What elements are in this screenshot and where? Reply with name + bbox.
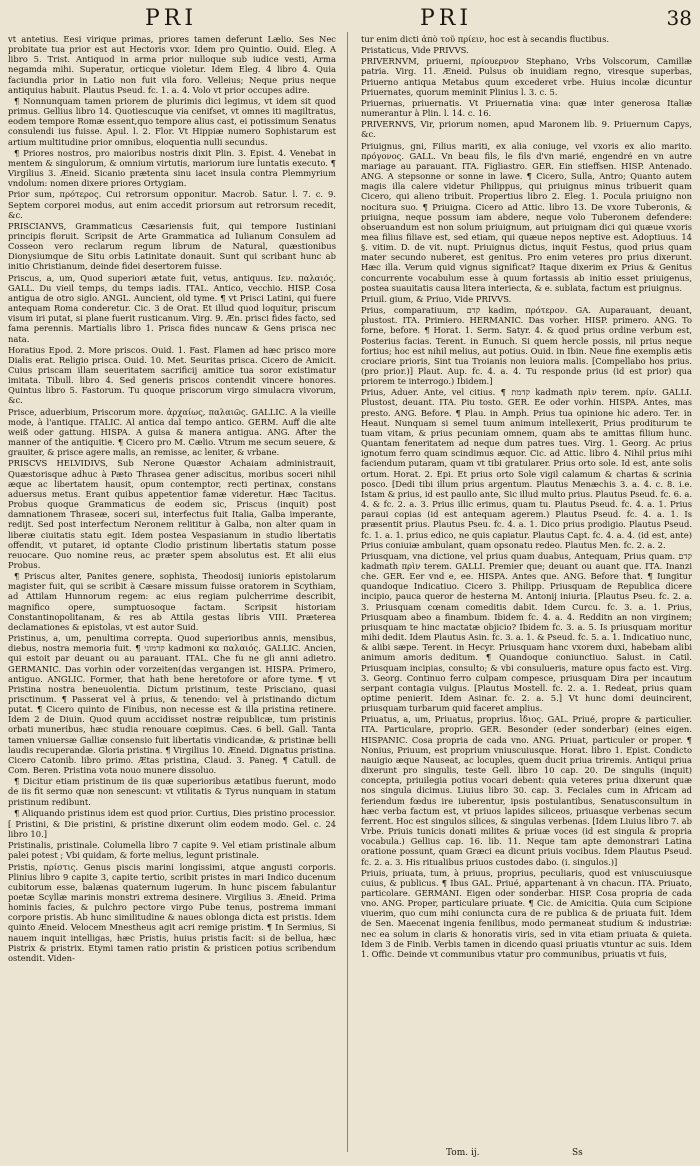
right-column [361, 34, 692, 1146]
dictionary-entry: PRIVERNVM, priuerni, πρίουερνον Stephano, Vrbs Volscorum, Camillæ patria. Virg. 11. Æneid. Pulsus ob inuidiam regno, viresque superbas, Priuerno antiqua Metabus quum excederet vrbe. Huius incolæ dicuntur Priuernates, quorum meminit Plinius l. 3. c. 5. [361, 56, 692, 97]
running-head-right: PRI [420, 6, 473, 31]
dictionary-entry: Priusquam, vna dictione, vel prius quam duabus, Antequam, Prius quam. קדם kadmath πρὶν terem. GALLI. Premier que; deuant ou auant que. ITA. Inanzi che. GER. Eer vnd e, ee. HISPA. Antes que. ANG. Before that. ¶ Iungitur quandoque Indicatiuo. Cicero 3. Philipp. Priusquam de Republica dicere incipio, pauca queror de hesterna M. Antonij iniuria. [Plautus Pseu. fc. 2. a. 3. Priusquam cœnam comeditis dabit. Idem Curcu. fc. 3. a. 1. Prius, Priusquam abeo a finambum. Ibidem fc. 4. a. 4. Redditn an non virginem; priusquam te hinc mactatæ objicio? Ibidem fc. 3. a. 5. Is priusquam moritur mihi dedit. Idem Plautus Asin. fc. 3. a. 1. & Pseud. fc. 5. a. 1. Indicatiuo nunc, & alibi sæpe. Terent. in Hecyr. Priusquam hanc vxorem duxi, habebam alibi animum amoris deditum. ¶ Quandoque coniunctiuo. Salust. in Catil. Priusquam incipias, consulto; & vbi consulueris, mature opus facto est. Virg. 3. Georg. Continuo ferro culpam compesce, priusquam Dira per incautum serpant contagia vulgus. [Plautus Mostell. fc. 2. a. 1. Redeat, prius quam optime penierit. Idem Asinar. fc. 2. a. 5.] Vt hunc domi deuincirent, priusquam turbarum quid faceret amplius. [361, 550, 692, 714]
dictionary-entry: ¶ Priscus alter, Panites genere, sophista, Theodosij iunioris epistolarum magister fuit, qui se scribit à Cæsare missum fuisse oratorem in Scythiam, ad Attilam Hunnorum regem: ac eius regiam pulcherrime describit, magnifico opere, sumptuosoque factam. Scripsit historiam Constantinopolitanam, & res ab Attila gestas libris VIII. Præterea declamationes & epistolas, vt est autor Suid. [8, 571, 336, 632]
dictionary-entry: Pristaticus, Vide PRIVVS. [361, 45, 469, 56]
dictionary-entry: Horatius Epod. 2. More priscos. Ouid. 1. Fast. Flamen ad hæc prisco more Dialis erat. Religio prisca. Ouid. 10. Met. Seuritas prisca. Cicero de Amicit. Cuius priscam illam seueritatem sacrificij amitice tua soror existimatur imitata. Tibull. libro 4. Sed generis priscos contendit vincere honores. Quintus libro 5. Fastorum. Tu quoque priscorum virgo simulacra vivorum, &c. [8, 344, 336, 406]
dictionary-entry: ¶ Nonnunquam tamen priorem de plurimis dici legimus, vt idem sit quod primus. Gellius libro 14. Quotiescuque via cenifset, vt omnes iti magiltratus, eodem tempore Romæ essent,quo tempore alius cast, ei potissimum Senatus consulendi ius fuisse. Apul. l. 2. Flor. Vt Hippiæ numero Sophistarum est artium multitudine prior omnibus, eloquentia nulli secundus. [8, 95, 336, 147]
dictionary-entry: Priuatus, a, um, Priuatus, proprius. ἴδιος. GAL. Priué, propre & particulier. ITA. Particulare, proprio. GER. Besonder (eder sonderbar) (eines eigen. HISPANIC. Cosa propria de cada vno. ANG. Priuat, particuler or proper. ¶ Nonius, Priuum, est proprium vniuscuiusque. Horat. libro 1. Epist. Condicto nauigio æque Nauseat, ac locuples, quem ducit priua triremis. Antiqui priua dixerunt pro singulis, teste Gell. libro 10 cap. 20. De singulis (inquit) concepta, priuilegia potius vocari debent: quia veteres priua dixerunt quæ nos singula dicimus. Liuius libro 30. cap. 3. Feciales cum in Africam ad feriendum fœdus ire iuberentur, ipsis postulantibus, Senatusconsultum in hæc verba factum est, vt priuos lapides siliceos, priuasque verbenas secum ferrent. Hoc est singulos silices, & singulas verbenas. [Idem Liuius libro 7. ab Vrbe. Priuis tunicis donati milites & priuæ voces (id est singula & propria vocabula.) Gellius cap. 16. lib. 11. Neque tam apte demonstrari Latina oratione possunt, quam Græci ea dicunt priuis vocibus. Idem Plautus Pseud. fc. 2. a. 3. His ritualibus priuos custodes dabo. (i. singulos.)] [361, 714, 692, 867]
dictionary-entry: Priuernas, priuernatis. Vt Priuernatia vina: quæ inter generosa Italiæ numerantur à Plin. l. 14. c. 16. [361, 97, 692, 119]
footer-signature: Ss [572, 1148, 583, 1158]
dictionary-entry: vt antetius. Eesi virique primas, priores tamen deferunt Lælio. Ses Nec probitate tua prior est aut Hectoris vxor. Idem pro Quintio. Ouid. Eleg. A libro 5. Trist. Antiquod in arma prior nulloque sub iudice vesti, Arma negamda mihi. Superatur, orticque violetur. Idem Eleg. 4 libro 4. Quia faciundia prior in Latio non fuit vila foro. Velleius; Neque prius neque antiquius habuit. Plautus Pseud. fc. 1. a. 4. Volo vt prior occupes adire. [8, 34, 336, 95]
dictionary-entry: ¶ Aliquando pristinus idem est quod prior. Curtius, Dies pristino processior. [14, 807, 336, 818]
dictionary-entry: ¶ Priores nostros, pro maioribus nostris dixit Plin. 3. Epist. 4. Venebat in mentem & singulorum, & omnium virtutis, mariorum iure luntatis executo. ¶ Virgilius 3. Æneid. Sicanio prætenta sinu iacet insula contra Plemmyrium vndolum: nomen dixere priores Ortygiam. [8, 147, 336, 189]
footer-tome: Tom. ij. [446, 1148, 480, 1158]
left-column [8, 34, 336, 1146]
dictionary-entry: Prius, comparatiuum, קדם kadim, πρότερον. GA. Auparauant, deuant, plustost. ITA. Primiero. HERMANIC. Das vorher. HISP. primero. ANG. To forne, before. ¶ Horat. 1. Serm. Satyr. 4. & quod prius ordine verbum est, Posterius facias. Terent. in Eunuch. Si quem hercle possis, nil prius neque fortius; hoc est nihil melius, aut potius. Ouid. in Ibin. Neue fine exemplis ætis crociare prioris, Sint tua Troianis non leuiora malis. [Compellabo hos prius. (pro prior.)] Plaut. Aup. fc. 4. a. 4. Tu responde prius (id est prior) qua priorem te interrogo.) Ibidem.] [361, 305, 692, 387]
dictionary-entry: Pristinus, a, um, penultima correpta. Quod superioribus annis, mensibus, diebus, nostra memoria fuit. ¶ קדמוני kadmoni κα παλαιός. GALLIC. Ancien, qui estoit par deuant ou au parauant. ITAL. Che fu ne gli anni adietro. GERMANIC. Das vorhin oder vorzeiten(das vergangen ist. HISPA. Primero, antiguo. ANGLIC. Former, that hath bene heretofore or afore tyme. ¶ vt Pristina nostra beneuolentia. Dictum pristinum, teste Prisciano, quasi prisctinum. ¶ Passerat vel à prius, & tenendo: vel à pristinando dictum putat. ¶ Cicero quinto de Finibus, non necesse est & illa pristina retinere. Idem 2 de Diuin. Quod quum accidisset nostræ reipublicæ, tum pristinis orbati muneribus, hæc studia renouare cœpimus. Cæs. 6 bell. Gall. Tanta tamen vniuersæ Galliæ consensio fuit libertatis vindicandæ, & pristinæ belli laudis recuperandæ. Gloria pristina. ¶ Virgilius 10. Æneid. Dignatus pristina. Cicero Catonib. libro primo. Ætas pristina, Claud. 3. Paneg. ¶ Catull. de Com. Beren. Pristina vota nouo munere dissoluo. [8, 633, 336, 776]
dictionary-entry: Priuignus, gni, Filius mariti, ex alia coniuge, vel vxoris ex alio marito. πρόγονος. GALL. Vn beau fils, le fils d'vn marié, engendré en vn autre mariage au parauant. ITA. Figliastro. GER. Ein stieffsen. HISP. Antenado. ANG. A stepsonne or sonne in lawe. ¶ Cicero, Sulla, Antro; Quanto autem magis illa calere videtur Philippus, qui priuignus minus tribuerit quam Cicero, qui alieno tribuit. Propertius libro 2. Eleg. 1. Pocula priuigno non nocitura suo. ¶ Priuigna. Cicero ad Attic. libro 13. De vxore Tuberonis, & priuigna, neque possum iam abdere, neque volo Tuberonem defendere: obseruandum est non solum priuignum, aut priuignam dici qui quæue vxoris mea filius filiave est, sed etiam, qui quæue nepos neptive est. Adoptiuus. 14 §. vitim. D. de vit. nupt. Priuignus dictus, inquit Festus, quod prius quam mater secundo nuberet, est genitus. Pro enim veteres pro prius dixerunt. Hæc illa. Verum quid vignus significat? Itaque dixerim ex Prius & Genitus concurrente vocabulum esse à quum fortassis ab initio esset priuigenus, postea suauitatis causa litera interiecta, & e. sublata, factum est priuignus. [361, 140, 692, 293]
dictionary-entry: Priscus, a, um, Quod superiori ætate fuit, vetus, antiquus. Ιεν. παλαιός. GALL. Du vieil temps, du temps iadis. ITAL. Antico, vecchio. HISP. Cosa antigua de otro siglo. ANGL. Auncient, old tyme. ¶ vt Prisci Latini, qui fuere antequam Roma conderetur. Cic. 3 de Orat. Et illud quod loquitur, priscum visum iri putat, si plane fuerit rusticanum. Virg. 9. Æn. prisci fides facto, sed fama perennis. Martialis libro 1. Prisca fides nuncaw & Gens prisca nec nata. [8, 272, 336, 344]
running-head-left: PRI [145, 6, 198, 31]
dictionary-entry: PRISCVS HELVIDIVS, Sub Nerone Quæstor Achaiam administrauit, Quæstorisque adhuc à Pæto Thrasea gener adiscitus, moribus soceri nihil æque ac libertatem hausit, opum contemptor, recti pertinax, constans aduersus metus. Erant quibus appetentior famæ videretur. Hæc Tacitus. Probus quoque Grammaticus de eodem sic, Priscus (inquit) post damnationem Thraseæ, soceri sui, interfectus fuit Italia, Galba imperante, redijt. Sed post interfectum Neronem relititur à Galba, non alter quam in liberæ ciuitatis statu egit. Idem postea Vespasianum in studio libertatis offendit, vt putaret, id optante Clodio pristinum libertatis statum posse reuocare. Quo nomine reus, ac præter spem absolutus est. Et alii eius Probus. [8, 458, 336, 570]
column-divider [347, 32, 348, 1152]
dictionary-entry: PRISCIANVS, Grammaticus Cæsariensis fuit, qui tempore Iustiniani principis floruit. Scripsit de Arte Grammatica ad Iulianum Consulem ad Cosseon vero reclarum regum librum de Natural, quæstionibus Dionysiumque de Situ orbis Latinitate donauit. Sunt qui scribant hunc ab initio Christianum, deinde fidei desertorem fuisse. [8, 220, 336, 272]
dictionary-entry: [ Pristini, & Die pristini, & pristine dixerunt olim eodem modo. Gel. c. 24 libro 10.] [8, 818, 336, 840]
dictionary-entry: Prisce, aduerbium, Priscorum more. ἀρχαίως, παλαιῶς. GALLIC. A la vieille mode, à l'antique. ITALIC. Al antica dal tempo antico. GERM. Auff die alte weiß oder gattung. HISPA. A guisa & manera antigua. ANG. After the manner of the antiquitie. ¶ Cicero pro M. Cælio. Vtrum me secum seuere, & grauiter, & prisce agere malis, an remisse, ac leniter, & vrbane. [8, 406, 336, 458]
dictionary-entry: tur enim dicti ἀπὸ τοῦ πρίειν, hoc est à secandis fluctibus. [361, 34, 610, 44]
dictionary-entry: Priuis, priuata, tum, à priuus, proprius, peculiaris, quod est vniuscuiusque cuius, & publicus. ¶ Ibus GAL. Priué, appartenant à vn chacun. ITA. Priuato, particolare. GERMANI. Eigen oder sonderbar. HISP. Cosa propria de cada vno. ANG. Proper, particulare priuate. ¶ Cic. de Amicitia. Quia cum Scipione viuerim, quo cum mihi coniuncta cura de re publica & de priuata fuit. Idem de Sen. Maecenat ingenia fenilibus, modo permaneat studium & industriæ: nec ea solum in claris & honoratis viris, sed in vita etiam priuata & quieta. Idem 3 de Finib. Verbis tamen in dicendo quasi priuatis vtuntur ac suis. Idem 1. Offic. Deinde vt communibus vtatur pro communibus, priuatis vt fuis, [361, 867, 692, 959]
dictionary-entry: Prius, Aduer. Ante, vel citius. ¶ קדמת kadmath πρὶν terem. πρίν. GALLI. Plustost, deuant. ITA. Piu tosto. GER. Ee oder vorhin. HISPA. Antes, mas presto. ANG. Before. ¶ Plau. in Amph. Prius tua opinione hic adero. Ter. in Heaut. Nunquam si semel tuum animum intellexerit, Prius proditurum te tuam vitam, & prius pecuniam omnem, quam abs te amittas filium hunc. Quantam feneritatem ad neque dum patres tues. Virg. 1. Georg. Ac prius ignotum ferro quam scindimus æquor. Cic. ad Attic. libro 4. Nihil prius mihi faciendum putaram, quam vt tibi gratularer. Prius orto sole. Id est, ante solis ortum. Horat. 2. Epi. Et prius orto Sole vigil calamum & chartas & scrinia posco. [Dedi tibi illum prius argentum. Plautus Menæchis 3. a. 4. c. 8. i.e. Istam & prius, id est paullo ante, Sic illud multo prius. Plautus Pseud. fc. 6. a. 4. & fc. 2. a. 3. Prius illic erimus, quam tu. Plautus Pseud. fc. 4. a. 1. Prius paraui copias (id est antequam agerem.) Plautus Pseud. fc. 4. a. 1. Is præsentit prius. Plautus Pseu. fc. 4. a. 1. Dico prius prodigio. Plautus Pseud. fc. 1. a. 1. prius edico, ne quis capiatur. Plautus Capt. fc. 4. a. 4. (id est, ante) Prius coniuiæ ambulant, quam opsonatu redeo. Plautus Men. fc. 2. a. 2. [361, 387, 692, 550]
dictionary-entry: ¶ Dicitur etiam pristinum de iis quæ superioribus ætatibus fuerunt, modo de iis fit sermo quæ non senescunt: vt vtilitatis & Tyrus nunquam in statum pristinum redibunt. [8, 776, 336, 807]
dictionary-entry: Pristis, πρίστις. Genus piscis marini longissimi, atque angusti corporis. Plinius libro 9 capite 3, capite tertio, scribit pristes in mari Indico ducenum cubitorum esse, balænas quaternum iugerum. In hunc piscem fabulantur poetæ Scyllæ marinis monstri extrema desinere. Virgilius 3. Æneid. Prima hominis facies, & pulchro pectore virgo Pube tenus, postrema immani corpore pristis. Ab hunc similitudine & naues oblonga dicta est pristis. Idem quinto Æneid. Velocem Mnestheus agit acri remige pristim. ¶ In Sermius, Si nauem inquit intelligas, hæc Pristis, huius pristis facit: si de bellua, hæc Pistrix & pristrix. Etymi tamen ratio pristin & pristicen potius scribendum ostendit. Viden- [8, 861, 336, 963]
dictionary-entry: Priuil. gium, & Priuo, Vide PRIVVS. [361, 293, 512, 304]
page-number: 38 [666, 6, 692, 30]
dictionary-entry: PRIVERNVS, Vir, priorum nomen, apud Maronem lib. 9. Priuernum Capys, &c. [361, 119, 692, 140]
dictionary-entry: Prior sum, πρότερος. Cui retrorsum opponitur. Macrob. Satur. l. 7. c. 9. Septem corporei modus, aut enim accedit priorsum aut retrorsum recedit, &c. [8, 189, 336, 220]
dictionary-entry: Pristinalis, pristinale. Columella libro 7 capite 9. Vel etiam pristinale album palei potest ; Vbi quidam, & forte melius, legunt pristinale. [8, 840, 336, 861]
